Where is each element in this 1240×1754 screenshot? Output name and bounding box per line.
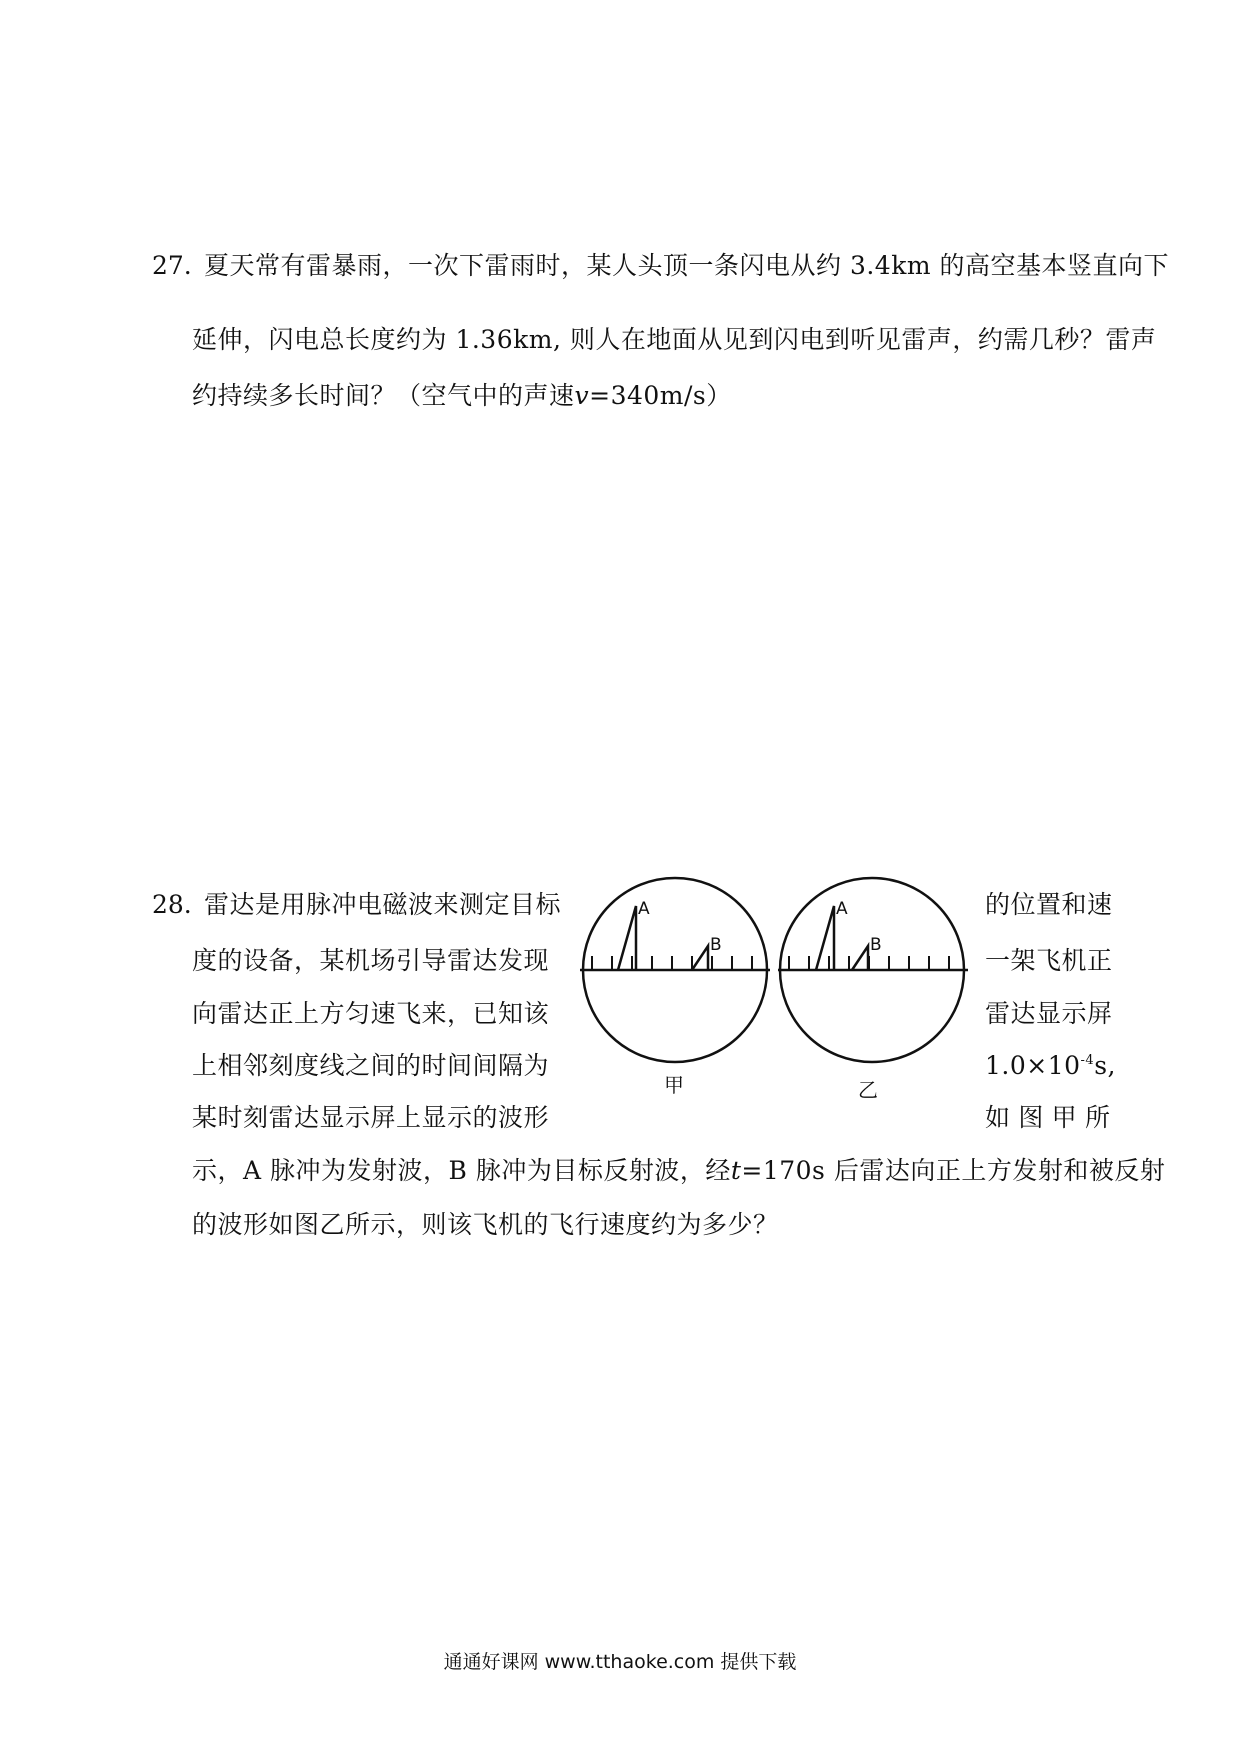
question-28-left-line-5: 某时刻雷达显示屏上显示的波形 xyxy=(192,1103,550,1132)
question-28-line-6-post: =170s 后雷达向正上方发射和被反射 xyxy=(741,1156,1166,1185)
question-28-right-line-1: 的位置和速 xyxy=(985,890,1113,919)
question-28-line-7: 的波形如图乙所示，则该飞机的飞行速度约为多少？ xyxy=(192,1210,779,1239)
right-line-5-char-3: 甲 xyxy=(1051,1103,1077,1132)
tick-interval-value: 1.0×10 xyxy=(985,1051,1081,1080)
question-28-right-line-3: 雷达显示屏 xyxy=(985,999,1113,1028)
right-line-5-char-4: 所 xyxy=(1084,1103,1110,1132)
question-27-line-1: 夏天常有雷暴雨，一次下雷雨时，某人头顶一条闪电从约 3.4km 的高空基本竖直向下 xyxy=(204,251,1170,280)
question-28-left-line-4: 上相邻刻度线之间的时间间隔为 xyxy=(192,1051,550,1080)
question-28-left-line-2: 度的设备，某机场引导雷达发现 xyxy=(192,946,550,975)
figure-caption-left: 甲 xyxy=(664,1073,684,1097)
pulse-a-left xyxy=(618,906,636,970)
question-28-line-6 xyxy=(192,1153,1165,1189)
radar-screen-right xyxy=(778,878,968,1062)
question-28-right-line-5 xyxy=(985,1100,1110,1136)
question-28-left-line-3: 向雷达正上方匀速飞来，已知该 xyxy=(192,999,550,1028)
question-28-line-6-pre: 示，A 脉冲为发射波，B 脉冲为目标反射波，经 xyxy=(192,1156,731,1185)
pulse-b-right xyxy=(852,946,868,970)
question-27-line-3-pre: 约持续多长时间？（空气中的声速 xyxy=(192,381,575,410)
pulse-b-left xyxy=(692,946,708,970)
question-27-number: 27. xyxy=(152,251,192,280)
sound-speed-variable: v xyxy=(574,381,590,410)
time-variable: t xyxy=(730,1156,742,1185)
question-28-right-line-4 xyxy=(985,1048,1116,1084)
question-28-right-line-2: 一架飞机正 xyxy=(985,946,1113,975)
radar-screen-left xyxy=(580,878,770,1062)
question-27-line-3-post: =340m/s） xyxy=(589,381,732,410)
question-27-line-2: 延伸，闪电总长度约为 1.36km, 则人在地面从见到闪电到听见雷声，约需几秒？雷声 xyxy=(192,325,1157,354)
right-line-5-char-1: 如 xyxy=(985,1103,1011,1132)
pulse-a-label-left: A xyxy=(638,899,650,919)
radar-figure xyxy=(570,860,990,1080)
pulse-a-label-right: A xyxy=(836,899,848,919)
pulse-b-label-right: B xyxy=(870,935,882,955)
screen-left-ticks xyxy=(592,956,752,970)
pulse-b-label-left: B xyxy=(710,935,722,955)
page-footer: 通通好课网 www.tthaoke.com 提供下载 xyxy=(443,1651,797,1673)
figure-caption-right: 乙 xyxy=(858,1078,878,1102)
right-line-5-char-2: 图 xyxy=(1018,1103,1044,1132)
tick-interval-exponent: -4 xyxy=(1080,1053,1095,1068)
tick-interval-unit: s, xyxy=(1094,1051,1116,1080)
question-27-line-3 xyxy=(192,378,732,414)
question-28-left-line-1: 雷达是用脉冲电磁波来测定目标 xyxy=(204,890,562,919)
question-28-number: 28. xyxy=(152,890,192,919)
pulse-a-right xyxy=(816,906,834,970)
